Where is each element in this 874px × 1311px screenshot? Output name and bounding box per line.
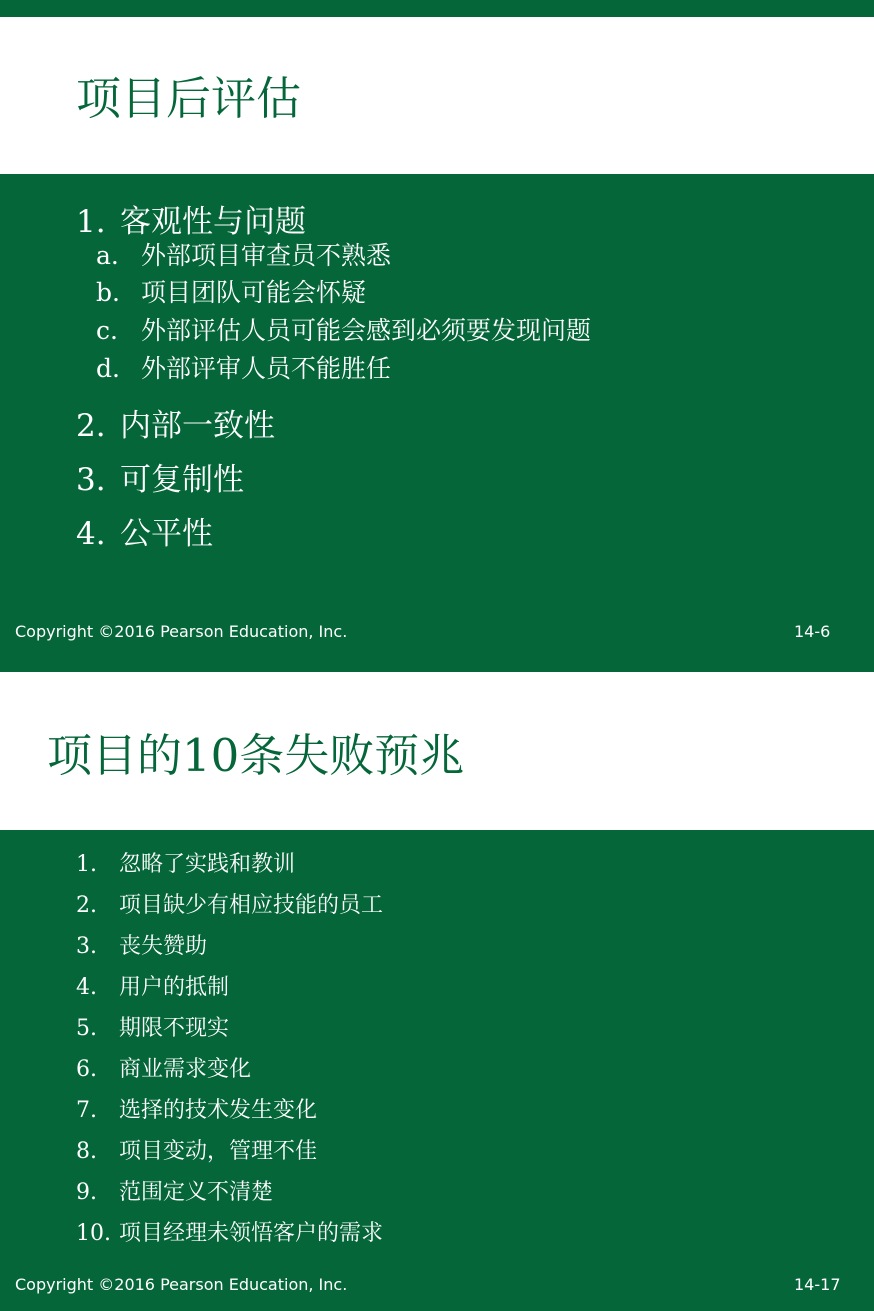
sub-item-text: 外部评审人员不能胜任: [141, 354, 392, 383]
page-number: 14-6: [794, 622, 831, 641]
sub-list-item: [96, 273, 366, 309]
slide-title: 项目的10条失败预兆: [47, 729, 465, 782]
title-area: [0, 672, 874, 830]
item-text: 范围定义不清楚: [119, 1180, 274, 1205]
list-item: [76, 1011, 229, 1042]
slide-footer: [0, 622, 874, 650]
item-text: 选择的技术发生变化: [119, 1098, 318, 1123]
sub-list-item: [96, 349, 391, 385]
sub-list-item: [96, 236, 391, 272]
item-number: 5.: [76, 1016, 97, 1041]
sub-item-text: 外部评估人员可能会感到必须要发现问题: [141, 316, 592, 345]
item-number: 6.: [76, 1057, 97, 1082]
slide-body: [0, 830, 874, 1311]
item-number: 2.: [76, 408, 106, 444]
item-number: 1.: [76, 204, 106, 240]
item-text: 丧失赞助: [119, 934, 208, 959]
item-number: 3.: [76, 462, 106, 498]
list-item: [76, 1093, 317, 1124]
item-number: 10.: [76, 1221, 111, 1246]
list-item: [76, 888, 383, 919]
list-item: [76, 1216, 383, 1247]
list-item: [76, 1052, 251, 1083]
item-text: 项目经理未领悟客户的需求: [119, 1221, 384, 1246]
item-text: 期限不现实: [119, 1016, 230, 1041]
sub-item-letter: d.: [96, 354, 120, 383]
list-item: [76, 1175, 273, 1206]
item-text: 可复制性: [120, 462, 244, 498]
item-text: 项目变动，管理不佳: [119, 1139, 318, 1164]
item-number: 2.: [76, 893, 97, 918]
copyright-text: Copyright ©2016 Pearson Education, Inc.: [15, 1275, 348, 1294]
list-item: [76, 929, 207, 960]
page-number: 14-17: [794, 1275, 841, 1294]
item-number: 7.: [76, 1098, 97, 1123]
sub-item-letter: b.: [96, 278, 120, 307]
sub-item-text: 外部项目审查员不熟悉: [141, 241, 392, 270]
item-number: 9.: [76, 1180, 97, 1205]
top-accent-bar: [0, 0, 874, 17]
slide-footer: [0, 1275, 874, 1303]
item-number: 8.: [76, 1139, 97, 1164]
list-item: [76, 454, 244, 499]
item-text: 项目缺少有相应技能的员工: [119, 893, 384, 918]
item-number: 4.: [76, 516, 106, 552]
sub-item-letter: c.: [96, 316, 118, 345]
title-area: [0, 17, 874, 174]
list-item: [76, 1134, 317, 1165]
sub-item-text: 项目团队可能会怀疑: [141, 278, 367, 307]
list-item: [76, 970, 229, 1001]
item-number: 3.: [76, 934, 97, 959]
item-text: 公平性: [120, 516, 213, 552]
slide-body: [0, 174, 874, 672]
item-text: 客观性与问题: [120, 204, 306, 240]
item-text: 内部一致性: [120, 408, 275, 444]
list-item: [76, 400, 275, 445]
item-number: 1.: [76, 852, 97, 877]
copyright-text: Copyright ©2016 Pearson Education, Inc.: [15, 622, 348, 641]
sub-item-letter: a.: [96, 241, 119, 270]
item-number: 4.: [76, 975, 97, 1000]
sub-list-item: [96, 311, 591, 347]
item-text: 用户的抵制: [119, 975, 230, 1000]
item-text: 商业需求变化: [119, 1057, 252, 1082]
list-item: [76, 508, 213, 553]
list-item: [76, 196, 306, 241]
slide-title: 项目后评估: [76, 72, 302, 125]
list-item: [76, 847, 295, 878]
slide-ten-failure-signs: [0, 672, 874, 1311]
item-text: 忽略了实践和教训: [119, 852, 296, 877]
